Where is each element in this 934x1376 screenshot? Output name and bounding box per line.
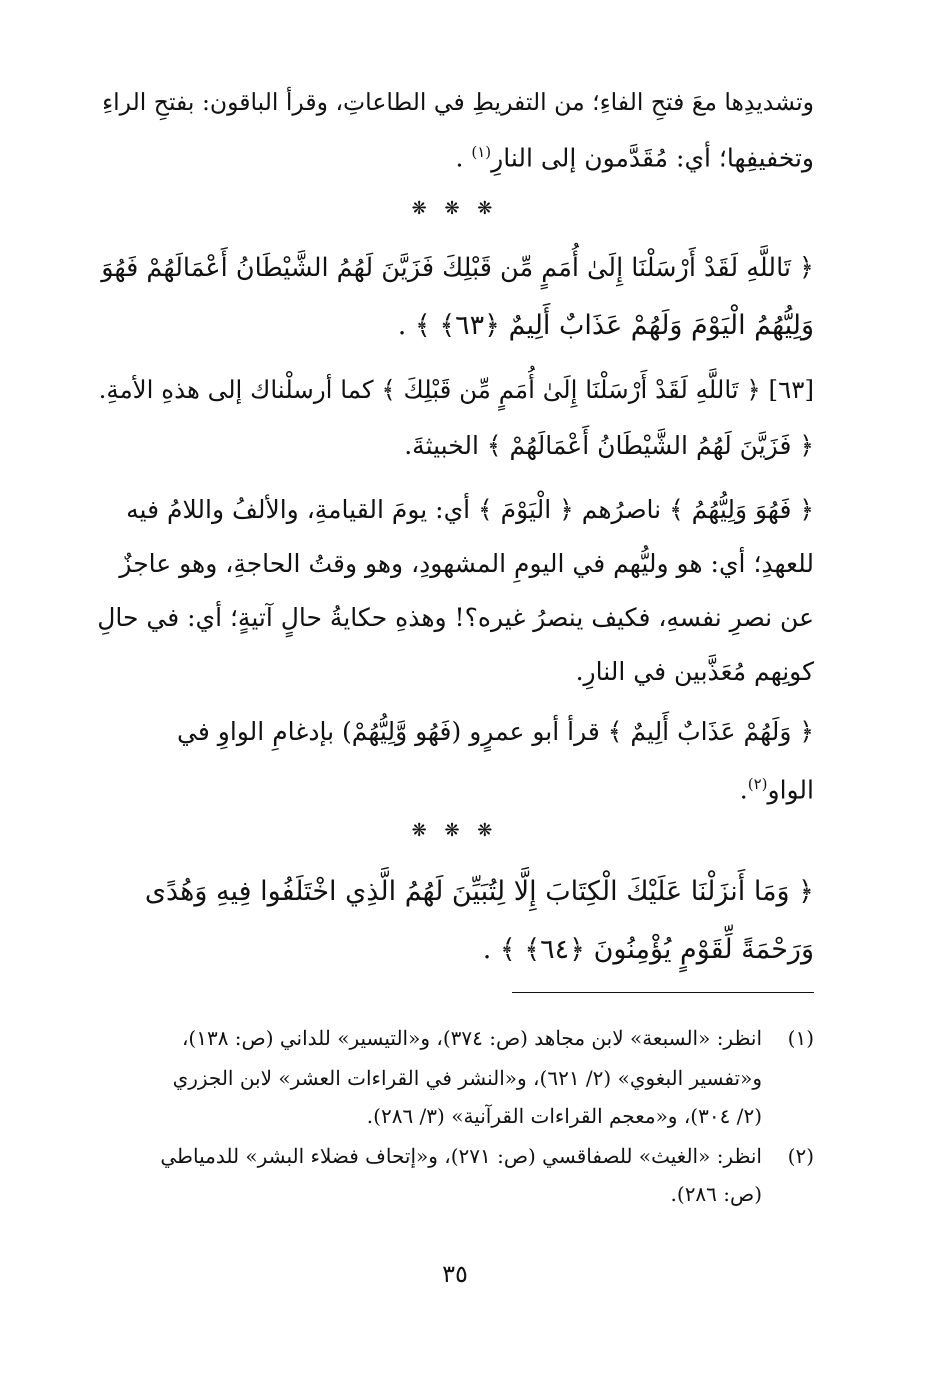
footnote-ref[interactable]: (٢) <box>747 775 768 793</box>
footnote-line <box>96 1098 814 1134</box>
text-line <box>96 652 814 692</box>
footnote-divider <box>512 992 814 993</box>
section-separator: ❋ ❋ ❋ <box>411 198 499 219</box>
text: كونِهم مُعَذَّبين في النارِ. <box>575 657 814 686</box>
footnote-text: و«تفسير البغوي» (٢/ ٦٢١)، و«النشر في القراءات العشر» لابن الجزري <box>172 1066 762 1090</box>
text: عن نصرِ نفسهِ، فكيف ينصرُ غيره؟! وهذهِ حكايةُ حالٍ آتيةٍ؛ أي: في حالِ <box>97 603 814 632</box>
text: ﴿ فَزَيَّنَ لَهُمُ الشَّيْطَانُ أَعْمَالَهُمْ ﴾ الخبيثةَ. <box>404 431 814 460</box>
footnote-text: (٢/ ٣٠٤)، و«معجم القراءات القرآنية» (٣/ ٢٨٦). <box>366 1104 762 1128</box>
quran-text: ﴿ وَمَا أَنزَلْنَا عَلَيْكَ الْكِتَابَ إِلَّا لِتُبَيِّنَ لَهُمُ الَّذِي اخْتَلَفُوا فِيهِ وَهُدًى <box>144 876 814 907</box>
text: وتشديدِها معَ فتحِ الفاءِ؛ من التفريطِ في الطاعاتِ، وقرأ الباقون: بفتحِ الراءِ <box>102 88 814 116</box>
text-line <box>96 544 814 584</box>
text: ﴿ وَلَهُمْ عَذَابٌ أَلِيمٌ ﴾ قرأ أبو عمرٍو (فَهُو وَّلِيُّهُمْ) بإدغامِ الواوِ في <box>177 717 814 746</box>
text-line <box>96 598 814 638</box>
page-number: ٣٥ <box>442 1260 468 1288</box>
footnote-text: انظر: «السبعة» لابن مجاهد (ص: ٣٧٤)، و«التيسير» للداني (ص: ١٣٨)، <box>181 1026 762 1050</box>
footnote-number: (٢) <box>787 1144 814 1168</box>
quran-text: وَرَحْمَةً لِّقَوْمٍ يُؤْمِنُونَ ﴿٦٤﴾ ﴾ . <box>482 934 814 965</box>
quran-text: وَلِيُّهُمُ الْيَوْمَ وَلَهُمْ عَذَابٌ أَلِيمٌ ﴿٦٣﴾ ﴾ . <box>397 310 814 341</box>
text-line <box>96 132 814 178</box>
quran-text: ﴿ تَاللَّهِ لَقَدْ أَرْسَلْنَا إِلَىٰ أُمَمٍ مِّن قَبْلِكَ فَزَيَّنَ لَهُمُ الشَّيْطَانُ أَعْمَالَهُمْ فَهُوَ <box>101 253 814 283</box>
quran-verse-line <box>96 242 814 294</box>
text-line <box>96 490 814 530</box>
quran-verse-line <box>96 924 814 976</box>
section-separator: ❋ ❋ ❋ <box>411 820 499 841</box>
text: [٦٣] ﴿ تَاللَّهِ لَقَدْ أَرْسَلْنَا إِلَىٰ أُمَمٍ مِّن قَبْلِكَ ﴾ كما أرسلْناك إلى هذهِ الأمةِ. <box>98 375 814 404</box>
footnote-line <box>96 1020 814 1056</box>
text: الواو <box>767 775 814 805</box>
quran-verse-line <box>96 300 814 352</box>
text-line <box>96 370 814 410</box>
footnote-line <box>96 1060 814 1096</box>
footnote-number: (١) <box>787 1026 814 1050</box>
text: وتخفيفِها؛ أي: مُقَدَّمون إلى النارِ <box>491 143 814 173</box>
text: للعهدِ؛ أي: هو وليُّهم في اليومِ المشهودِ، وهو وقتُ الحاجةِ، وهو عاجزٌ <box>119 549 814 578</box>
quran-verse-line <box>96 866 814 918</box>
text: . <box>739 775 748 805</box>
text-line <box>96 712 814 752</box>
footnote-text: انظر: «الغيث» للصفاقسي (ص: ٢٧١)، و«إتحاف فضلاء البشر» للدمياطي <box>160 1144 762 1168</box>
text-line <box>96 764 814 810</box>
text: ﴿ فَهُوَ وَلِيُّهُمُ ﴾ ناصرُهم ﴿ الْيَوْمَ ﴾ أي: يومَ القيامةِ، والألفُ واللامُ فيه <box>126 495 814 524</box>
text: . <box>455 143 464 173</box>
footnote-text: (ص: ٢٨٦). <box>670 1182 762 1206</box>
text-line <box>96 82 814 122</box>
footnote-line <box>96 1138 814 1174</box>
text-line <box>96 426 814 466</box>
footnote-line <box>96 1176 814 1212</box>
footnote-ref[interactable]: (١) <box>471 143 492 161</box>
